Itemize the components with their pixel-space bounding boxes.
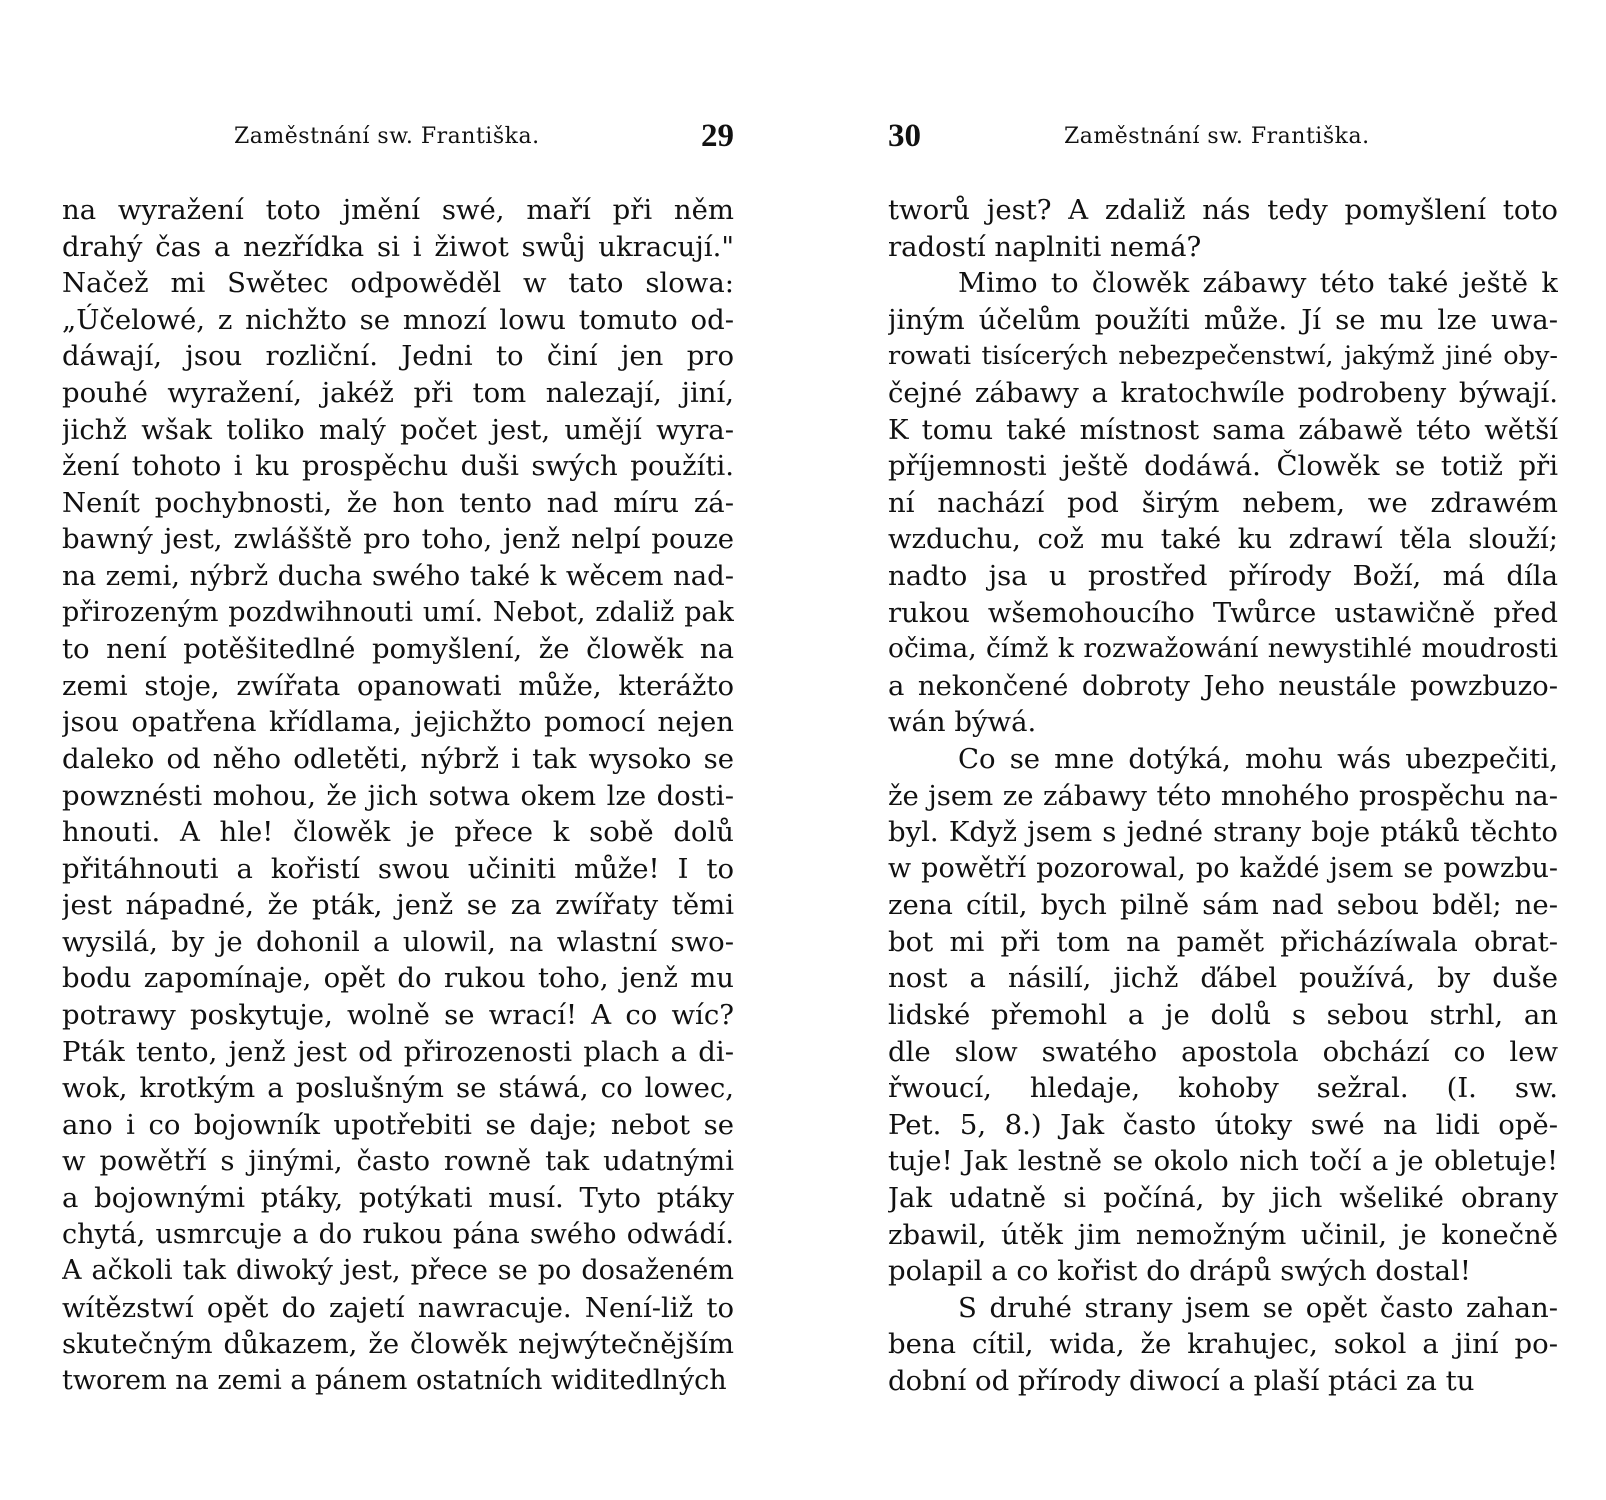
text-line: daleko od něho odletěti, nýbrž i tak wysoko se <box>62 742 734 775</box>
text-line: bodu zapomínaje, opět do rukou toho, jenž mu <box>62 962 734 995</box>
text-line: zemi stoje, zwířata opanowati může, kterážto <box>62 669 734 702</box>
text-line: bawný jest, zwlášště pro toho, jenž nelpí pouze <box>62 523 734 556</box>
text-line: na zemi, nýbrž ducha swého také k wěcem nad- <box>62 559 734 592</box>
text-line: tuje! Jak lestně se okolo nich točí a je obletuje! <box>888 1145 1558 1178</box>
text-line: wzduchu, což mu také ku zdrawí těla slouží; <box>888 523 1558 556</box>
text-line: jsou opatřena křídlama, jejichžto pomocí nejen <box>62 706 734 739</box>
text-line: příjemnosti ještě dodáwá. Člowěk se totiž při <box>888 450 1558 483</box>
text-line: Co se mne dotýká, mohu wás ubezpečiti, <box>958 742 1558 775</box>
text-line: očima, čímž k rozwažowání newystihlé moudrosti <box>888 633 1558 665</box>
text-line: Pet. 5, 8.) Jak často útoky swé na lidi opě- <box>888 1108 1558 1141</box>
left-page <box>62 0 734 1500</box>
text-line: přirozeným pozdwihnouti umí. Nebot, zdaliž pak <box>62 596 734 628</box>
left-running-title: Zaměstnání sw. Františka. <box>234 124 540 149</box>
right-running-title: Zaměstnání sw. Františka. <box>1064 124 1370 149</box>
text-line: jichž wšak toliko malý počet jest, umějí wyra- <box>62 413 734 446</box>
text-line: hnouti. A hle! člowěk je přece k sobě dolů <box>62 816 734 849</box>
text-line: Pták tento, jenž jest od přirozenosti plach a di- <box>62 1035 734 1068</box>
text-line: nadto jsa u prostřed přírody Boží, má díla <box>888 559 1558 592</box>
text-line: Nenít pochybnosti, že hon tento nad míru zá- <box>62 486 734 519</box>
text-line: zena cítil, bych pilně sám nad sebou bděl; ne- <box>888 889 1558 922</box>
text-line: wok, krotkým a poslušným se stáwá, co lowec, <box>62 1072 734 1105</box>
text-line: nost a násilí, jichž ďábel používá, by duše <box>888 962 1558 995</box>
text-line: wysilá, by je dohonil a ulowil, na wlastní swo- <box>62 925 734 958</box>
text-line: wán býwá. <box>888 706 1037 739</box>
left-running-head <box>62 118 734 158</box>
text-line: jest nápadné, že pták, jenž se za zwířaty těmi <box>62 889 734 922</box>
text-line: to není potěšitedlné pomyšlení, že člowěk na <box>62 633 734 666</box>
right-body-text <box>888 192 1558 1400</box>
text-line: pouhé wyražení, jakéž při tom nalezají, jiní, <box>62 376 734 409</box>
right-running-head <box>888 118 1558 158</box>
text-line: tworů jest? A zdaliž nás tedy pomyšlení toto <box>888 194 1558 226</box>
left-body-text <box>62 192 734 1400</box>
text-line: A ačkoli tak diwoký jest, přece se po dosaženém <box>62 1255 734 1287</box>
text-line: a nekončené dobroty Jeho neustále powzbuzo- <box>888 669 1558 702</box>
text-line: že jsem ze zábawy této mnohého prospěchu na- <box>888 779 1558 812</box>
text-line: w powětří s jinými, často rowně tak udatnými <box>62 1145 734 1178</box>
text-line: na wyražení toto jmění swé, maří při něm <box>62 194 734 226</box>
text-line: a bojownými ptáky, potýkati musí. Tyto ptáky <box>62 1182 734 1215</box>
text-line: Mimo to člowěk zábawy této také ještě k <box>958 267 1558 300</box>
text-line: přitáhnouti a kořistí swou učiniti může! I to <box>62 852 734 885</box>
text-line: powznésti mohou, že jich sotwa okem lze dosti- <box>62 779 734 812</box>
text-line: řwoucí, hledaje, kohoby sežral. (I. sw. <box>888 1072 1558 1105</box>
text-line: wítězstwí opět do zajetí nawracuje. Není-liž to <box>62 1291 734 1324</box>
text-line: rukou wšemohoucího Twůrce ustawičně před <box>888 596 1558 629</box>
text-line: jiným účelům použíti může. Jí se mu lze uwa- <box>888 303 1558 336</box>
text-line: K tomu také místnost sama zábawě této wětší <box>888 413 1558 446</box>
text-line: bena cítil, wida, že krahujec, sokol a jiní po- <box>888 1328 1558 1361</box>
text-line: dobní od přírody diwocí a plaší ptáci za tu <box>888 1365 1475 1397</box>
text-line: žení tohoto i ku prospěchu duši swých použíti. <box>62 450 734 483</box>
text-line: Načež mi Swětec odpowěděl w tato slowa: <box>62 267 734 300</box>
right-page-number: 30 <box>888 118 921 154</box>
text-line: radostí naplniti nemá? <box>888 230 1202 263</box>
text-line: ní nachází pod širým nebem, we zdrawém <box>888 486 1558 519</box>
text-line: čejné zábawy a kratochwíle podrobeny býwají. <box>888 376 1558 409</box>
text-line: dáwají, jsou rozliční. Jedni to činí jen pro <box>62 340 734 373</box>
text-line: lidské přemohl a je dolů s sebou strhl, an <box>888 999 1558 1032</box>
text-line: „Účelowé, z nichžto se mnozí lowu tomuto od- <box>62 303 734 336</box>
text-line: dle slow swatého apostola obchází co lew <box>888 1035 1558 1068</box>
text-line: byl. Když jsem s jedné strany boje ptáků těchto <box>888 816 1558 849</box>
text-line: Jak udatně si počíná, by jich wšeliké obrany <box>888 1182 1558 1215</box>
left-page-number: 29 <box>701 118 734 154</box>
text-line: rowati tisícerých nebezpečenstwí, jakýmž jiné oby- <box>888 341 1558 372</box>
text-line: ano i co bojowník upotřebiti se daje; nebot se <box>62 1108 734 1141</box>
text-line: bot mi při tom na pamět přicházíwala obrat- <box>888 925 1558 958</box>
text-line: skutečným důkazem, že člowěk nejwýtečnějším <box>62 1328 734 1361</box>
text-line: w powětří pozorowal, po každé jsem se powzbu- <box>888 852 1558 884</box>
text-line: S druhé strany jsem se opět často zahan- <box>958 1291 1558 1324</box>
text-line: potrawy poskytuje, wolně se wrací! A co wíc? <box>62 999 734 1032</box>
text-line: chytá, usmrcuje a do rukou pána swého odwádí. <box>62 1218 734 1250</box>
right-page <box>888 0 1558 1500</box>
text-line: zbawil, útěk jim nemožným učinil, je konečně <box>888 1218 1558 1251</box>
text-line: drahý čas a nezřídka si i žiwot swůj ukracují." <box>62 230 734 263</box>
text-line: polapil a co kořist do drápů swých dostal! <box>888 1255 1471 1288</box>
text-line: tworem na zemi a pánem ostatních widitedlných <box>62 1365 727 1396</box>
